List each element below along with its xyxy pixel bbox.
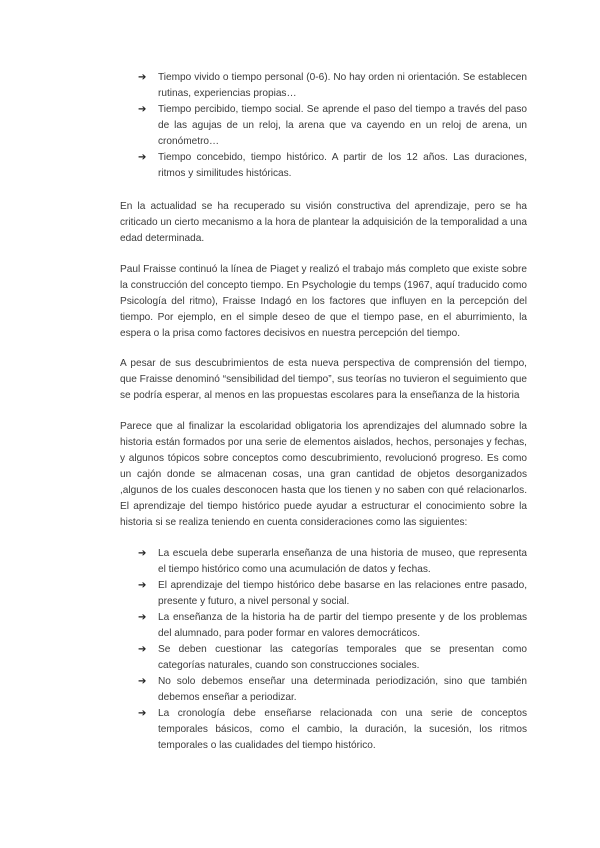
- top-bullet-list: [138, 70, 527, 182]
- arrow-bullet-icon: ➔: [138, 104, 147, 115]
- list-item-text: La escuela debe superarla enseñanza de una historia de museo, que representa el tiempo histórico como una acumulación de datos y fechas.: [158, 548, 527, 575]
- list-item: [138, 642, 527, 674]
- bottom-bullet-list: [138, 546, 527, 754]
- paragraph: Paul Fraisse continuó la línea de Piaget y realizó el trabajo más completo que existe sobre la construcción del concepto tiempo. En Psychologie du temps (1967, aquí traducido como Psicología del ritmo), Fraisse Indagó en los factores que influyen en la percepción del tiempo. Por ejemplo, en el simple deseo de que el tiempo pase, en el aburrimiento, la espera o la prisa como factores decisivos en nuestra percepción del tiempo.: [120, 264, 527, 339]
- list-item-text: El aprendizaje del tiempo histórico debe basarse en las relaciones entre pasado, presente y futuro, a nivel personal y social.: [158, 580, 527, 607]
- list-item-text: Tiempo percibido, tiempo social. Se aprende el paso del tiempo a través del paso de las agujas de un reloj, la arena que va cayendo en un reloj de arena, un cronómetro…: [158, 104, 527, 147]
- arrow-bullet-icon: ➔: [138, 708, 147, 719]
- list-item-text: Tiempo concebido, tiempo histórico. A partir de los 12 años. Las duraciones, ritmos y similitudes históricas.: [158, 152, 527, 179]
- list-item: [138, 102, 527, 150]
- paragraph: En la actualidad se ha recuperado su visión constructiva del aprendizaje, pero se ha criticado un cierto mecanismo a la hora de plantear la adquisición de la temporalidad a una edad determinada.: [120, 201, 527, 244]
- arrow-bullet-icon: ➔: [138, 548, 147, 559]
- list-item-text: Tiempo vivido o tiempo personal (0-6). No hay orden ni orientación. Se establecen rutinas, experiencias propias…: [158, 72, 527, 99]
- arrow-bullet-icon: ➔: [138, 676, 147, 687]
- arrow-bullet-icon: ➔: [138, 612, 147, 623]
- list-item: [138, 706, 527, 754]
- list-item: [138, 150, 527, 182]
- arrow-bullet-icon: ➔: [138, 644, 147, 655]
- paragraph: Parece que al finalizar la escolaridad obligatoria los aprendizajes del alumnado sobre la historia están formados por una serie de elementos aislados, hechos, personajes y fechas, y algunos tópicos sobre conceptos como descubrimiento, revolucionó progreso. Es como un cajón donde se almacenan cosas, una gran cantidad de objetos desorganizados ,algunos de los cuales desconocen hasta que los tienen y no saben con qué relacionarlos. El aprendizaje del tiempo histórico puede ayudar a estructurar el conocimiento sobre la historia si se realiza teniendo en cuenta consideraciones como las siguientes:: [120, 421, 527, 528]
- list-item-text: La cronología debe enseñarse relacionada con una serie de conceptos temporales básicos, como el cambio, la duración, la sucesión, los ritmos temporales o las cualidades del tiempo histórico.: [158, 708, 527, 751]
- arrow-bullet-icon: ➔: [138, 72, 147, 83]
- list-item: [138, 70, 527, 102]
- list-item-text: La enseñanza de la historia ha de partir del tiempo presente y de los problemas del alumnado, para poder formar en valores democráticos.: [158, 612, 527, 639]
- arrow-bullet-icon: ➔: [138, 580, 147, 591]
- list-item-text: No solo debemos enseñar una determinada periodización, sino que también debemos enseñar a periodizar.: [158, 676, 527, 703]
- arrow-bullet-icon: ➔: [138, 152, 147, 163]
- paragraph: A pesar de sus descubrimientos de esta nueva perspectiva de comprensión del tiempo, que Fraisse denominó “sensibilidad del tiempo”, sus teorías no tuvieron el seguimiento que se podría esperar, al menos en las propuestas escolares para la enseñanza de la historia: [120, 358, 527, 401]
- list-item: [138, 578, 527, 610]
- list-item: [138, 674, 527, 706]
- list-item-text: Se deben cuestionar las categorías temporales que se presentan como categorías naturales, cuando son construcciones sociales.: [158, 644, 527, 671]
- list-item: [138, 546, 527, 578]
- list-item: [138, 610, 527, 642]
